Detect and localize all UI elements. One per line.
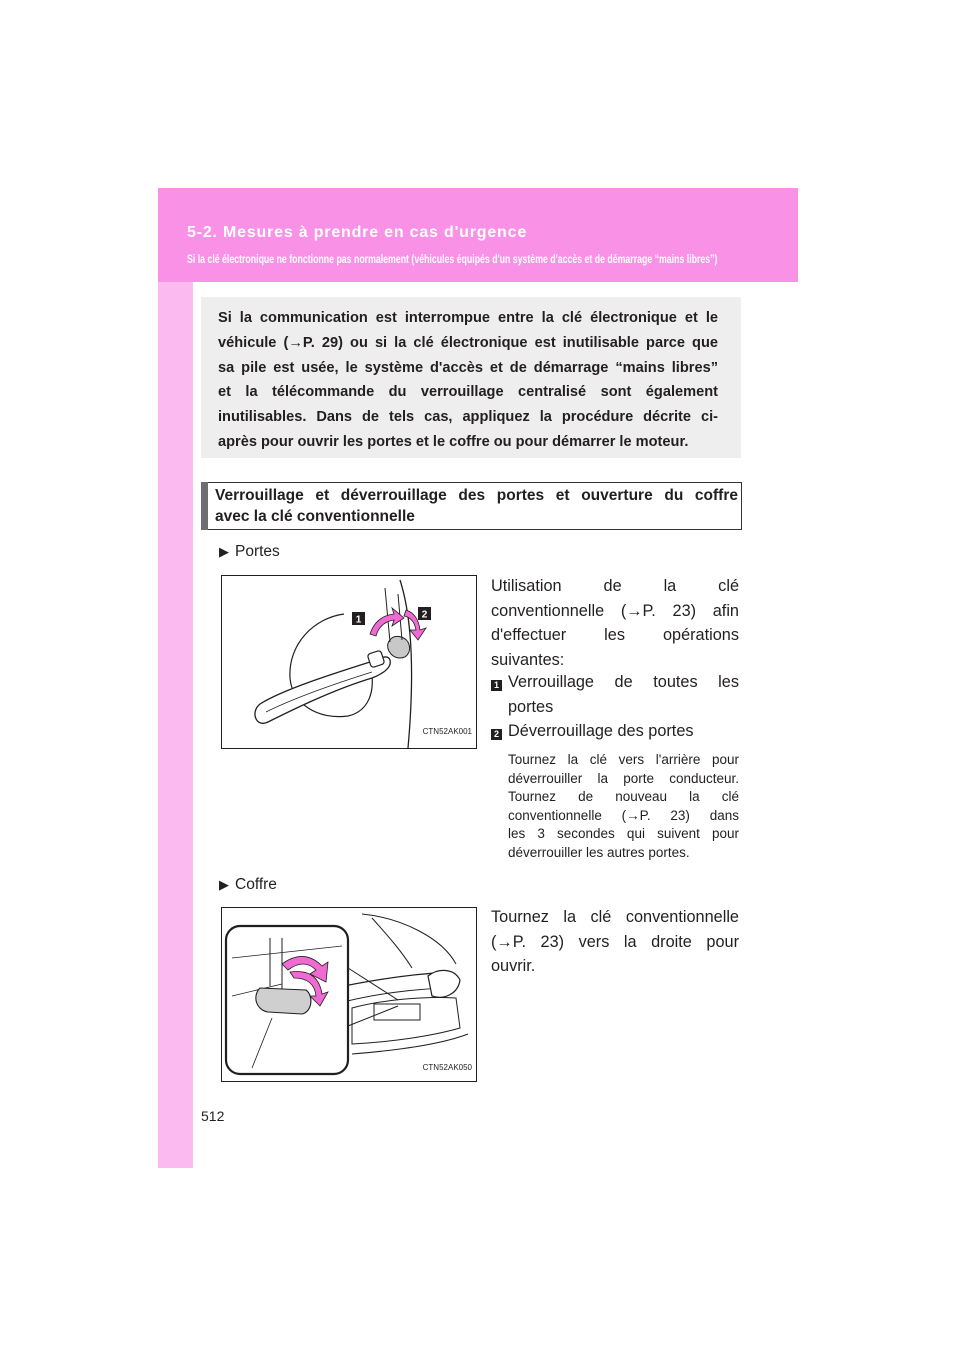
item-text-line: portes bbox=[508, 697, 554, 716]
intro-text bbox=[218, 306, 718, 455]
text-line: d'effectuer les opérations bbox=[491, 626, 739, 644]
note-line: déverrouiller la porte conducteur. bbox=[508, 770, 739, 786]
intro-line: véhicule (→P. 29) ou si la clé électronique est inutilisable parce que bbox=[218, 334, 718, 351]
note-line: les 3 secondes qui suivent pour bbox=[508, 826, 739, 842]
note-line: Tournez de nouveau la clé bbox=[508, 789, 739, 805]
svg-text:1: 1 bbox=[355, 614, 362, 626]
note-line: Tournez la clé vers l'arrière pour bbox=[508, 752, 739, 767]
triangle-bullet-icon: ▶ bbox=[219, 877, 229, 892]
doors-note bbox=[508, 751, 739, 863]
section-heading-line: Verrouillage et déverrouillage des portes et ouverture du coffre bbox=[215, 487, 738, 504]
note-line: déverrouiller les autres portes. bbox=[508, 844, 690, 860]
door-handle-illustration bbox=[222, 576, 476, 748]
chapter-title: 5-2. Mesures à prendre en cas d'urgence bbox=[187, 224, 528, 241]
trunk-heading: ▶ Coffre bbox=[219, 876, 277, 893]
item-text-line: Verrouillage de toutes les bbox=[508, 673, 739, 691]
section-heading-line: avec la clé conventionnelle bbox=[215, 508, 415, 525]
section-subtitle: Si la clé électronique ne fonctionne pas normalement (véhicules équipés d'un système d'accès et de démarrage “mains libres”) bbox=[187, 252, 718, 266]
item-2: Déverrouillage des portes bbox=[508, 722, 694, 740]
text-line: conventionnelle (→P. 23) afin bbox=[491, 601, 739, 620]
item-badge-1: 1 bbox=[491, 677, 502, 695]
svg-text:2: 2 bbox=[421, 609, 428, 621]
trunk-illustration bbox=[222, 908, 476, 1081]
doors-heading: ▶ Portes bbox=[219, 543, 280, 560]
text-line: Utilisation de la clé bbox=[491, 577, 739, 595]
section-heading bbox=[215, 485, 738, 527]
item-badge-2: 2 bbox=[491, 726, 502, 744]
doors-description bbox=[491, 574, 739, 672]
trunk-figure bbox=[221, 907, 477, 1082]
section-heading-bar bbox=[201, 482, 208, 530]
text-line: (→P. 23) vers la droite pour bbox=[491, 932, 739, 951]
note-line: conventionnelle (→P. 23) dans bbox=[508, 807, 739, 823]
text-line: ouvrir. bbox=[491, 957, 536, 975]
intro-line: après pour ouvrir les portes et le coffre ou pour démarrer le moteur. bbox=[218, 433, 689, 450]
intro-line: et la télécommande du verrouillage centralisé sont également bbox=[218, 384, 718, 401]
door-handle-figure bbox=[221, 575, 477, 749]
triangle-bullet-icon: ▶ bbox=[219, 544, 229, 559]
text-line: suivantes: bbox=[491, 650, 565, 669]
intro-line: Si la communication est interrompue entre la clé électronique et le bbox=[218, 310, 718, 326]
trunk-description bbox=[491, 905, 739, 979]
figure-code: CTN52AK050 bbox=[422, 1063, 472, 1072]
intro-line: inutilisables. Dans de tels cas, appliquez la procédure décrite ci- bbox=[218, 409, 718, 426]
intro-line: sa pile est usée, le système d'accès et de démarrage “mains libres” bbox=[218, 359, 718, 376]
text-line: Tournez la clé conventionnelle bbox=[491, 908, 739, 926]
item-1 bbox=[508, 670, 739, 719]
page-number: 512 bbox=[201, 1108, 225, 1124]
figure-code: CTN52AK001 bbox=[422, 727, 472, 736]
